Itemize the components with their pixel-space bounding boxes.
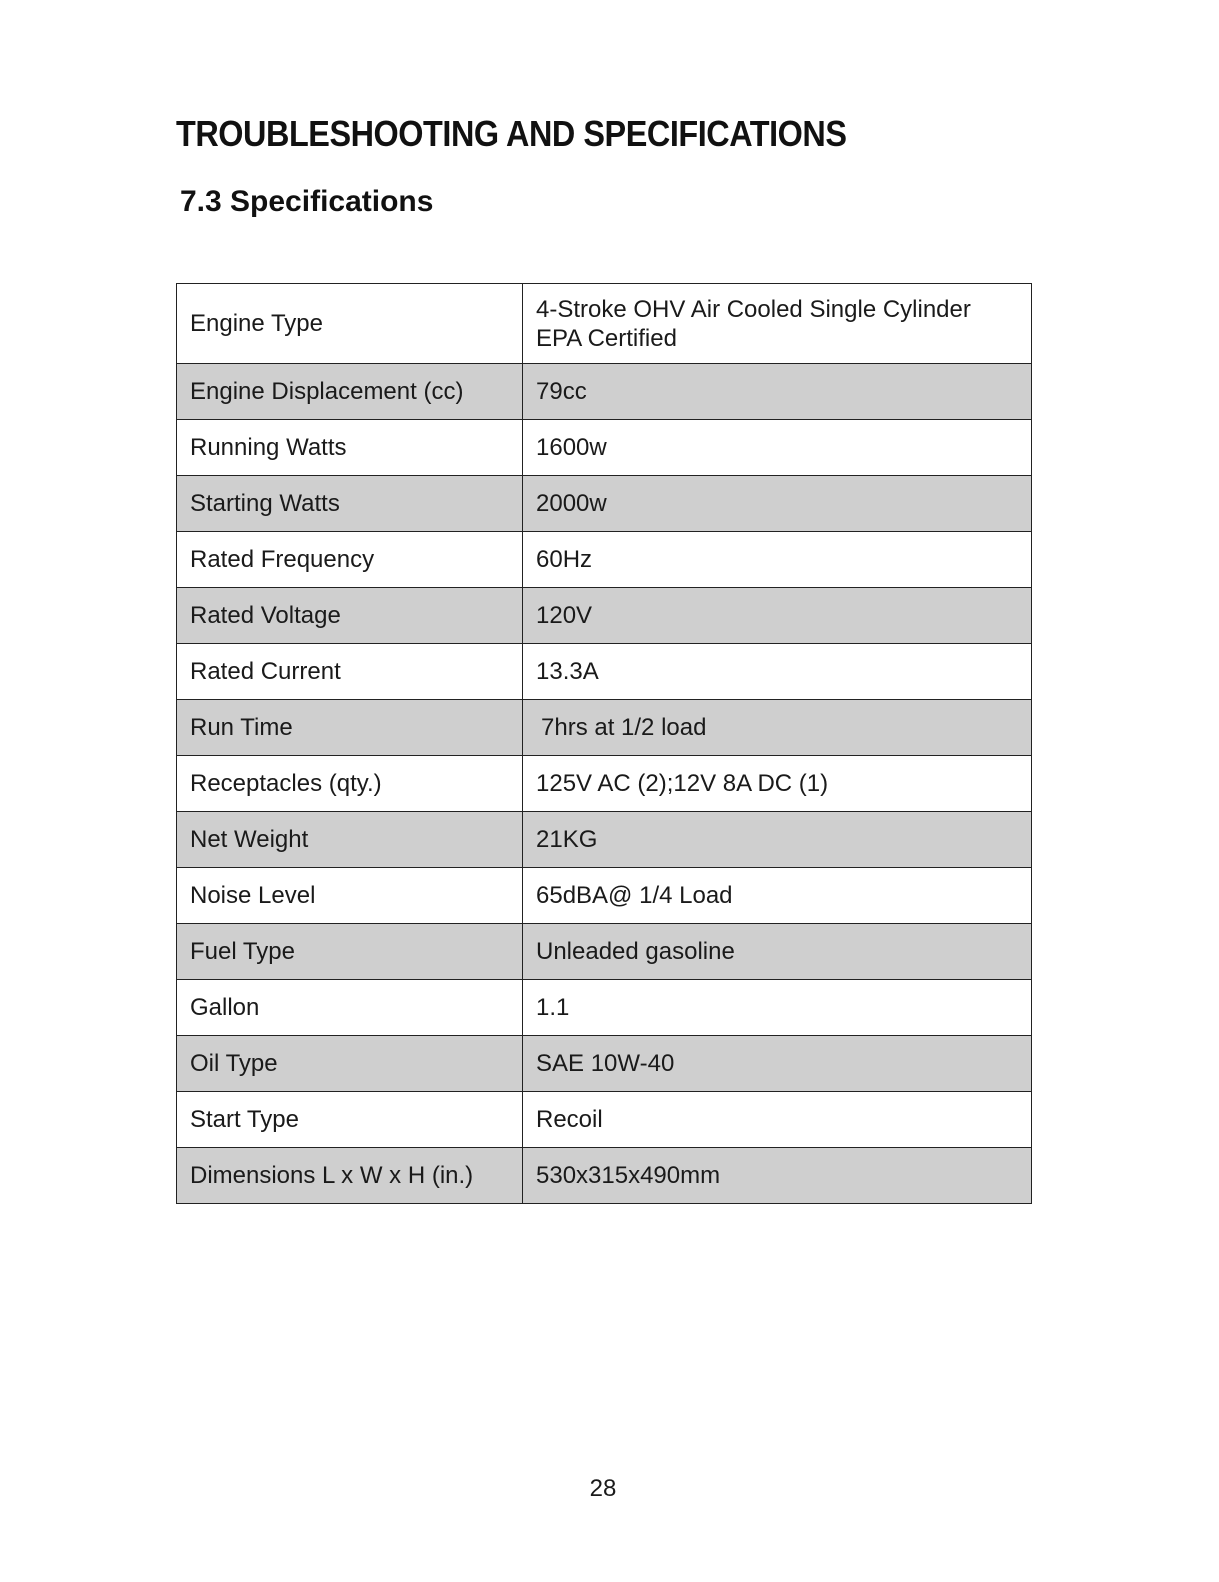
spec-label: Run Time <box>177 700 523 756</box>
spec-row-net-weight <box>177 812 1032 868</box>
spec-row-start-type <box>177 1092 1032 1148</box>
spec-row-dimensions <box>177 1148 1032 1204</box>
spec-value: Recoil <box>523 1092 1032 1148</box>
spec-row-gallon <box>177 980 1032 1036</box>
spec-value: 1600w <box>523 420 1032 476</box>
spec-value: 7hrs at 1/2 load <box>523 700 1032 756</box>
page-number: 28 <box>589 1475 617 1502</box>
spec-row-oil-type <box>177 1036 1032 1092</box>
spec-value: 60Hz <box>523 532 1032 588</box>
spec-label: Running Watts <box>177 420 523 476</box>
spec-value: 21KG <box>523 812 1032 868</box>
spec-value: 79cc <box>523 364 1032 420</box>
spec-row-noise-level <box>177 868 1032 924</box>
spec-row-running-watts <box>177 420 1032 476</box>
spec-row-receptacles <box>177 756 1032 812</box>
spec-row-rated-current <box>177 644 1032 700</box>
spec-label: Starting Watts <box>177 476 523 532</box>
spec-row-rated-frequency <box>177 532 1032 588</box>
spec-label: Engine Displacement (cc) <box>177 364 523 420</box>
spec-value: 125V AC (2);12V 8A DC (1) <box>523 756 1032 812</box>
spec-label: Oil Type <box>177 1036 523 1092</box>
spec-label: Gallon <box>177 980 523 1036</box>
spec-label: Start Type <box>177 1092 523 1148</box>
spec-value: 13.3A <box>523 644 1032 700</box>
spec-value: 1.1 <box>523 980 1032 1036</box>
spec-label: Rated Frequency <box>177 532 523 588</box>
spec-label: Fuel Type <box>177 924 523 980</box>
section-title: 7.3 Specifications <box>180 185 434 218</box>
spec-value: SAE 10W-40 <box>523 1036 1032 1092</box>
spec-value: 4-Stroke OHV Air Cooled Single Cylinder EPA Certified <box>523 284 1032 364</box>
spec-row-starting-watts <box>177 476 1032 532</box>
spec-label: Receptacles (qty.) <box>177 756 523 812</box>
page-title: TROUBLESHOOTING AND SPECIFICATIONS <box>176 113 847 154</box>
spec-label: Rated Voltage <box>177 588 523 644</box>
spec-label: Noise Level <box>177 868 523 924</box>
spec-row-run-time <box>177 700 1032 756</box>
spec-row-engine-displacement <box>177 364 1032 420</box>
spec-row-rated-voltage <box>177 588 1032 644</box>
spec-label: Engine Type <box>177 284 523 364</box>
spec-value: 2000w <box>523 476 1032 532</box>
spec-value: Unleaded gasoline <box>523 924 1032 980</box>
spec-value: 65dBA@ 1/4 Load <box>523 868 1032 924</box>
spec-value: 120V <box>523 588 1032 644</box>
spec-value: 530x315x490mm <box>523 1148 1032 1204</box>
spec-label: Dimensions L x W x H (in.) <box>177 1148 523 1204</box>
spec-row-fuel-type <box>177 924 1032 980</box>
spec-label: Net Weight <box>177 812 523 868</box>
spec-label: Rated Current <box>177 644 523 700</box>
spec-row-engine-type <box>177 284 1032 364</box>
specifications-table <box>176 283 1032 1204</box>
